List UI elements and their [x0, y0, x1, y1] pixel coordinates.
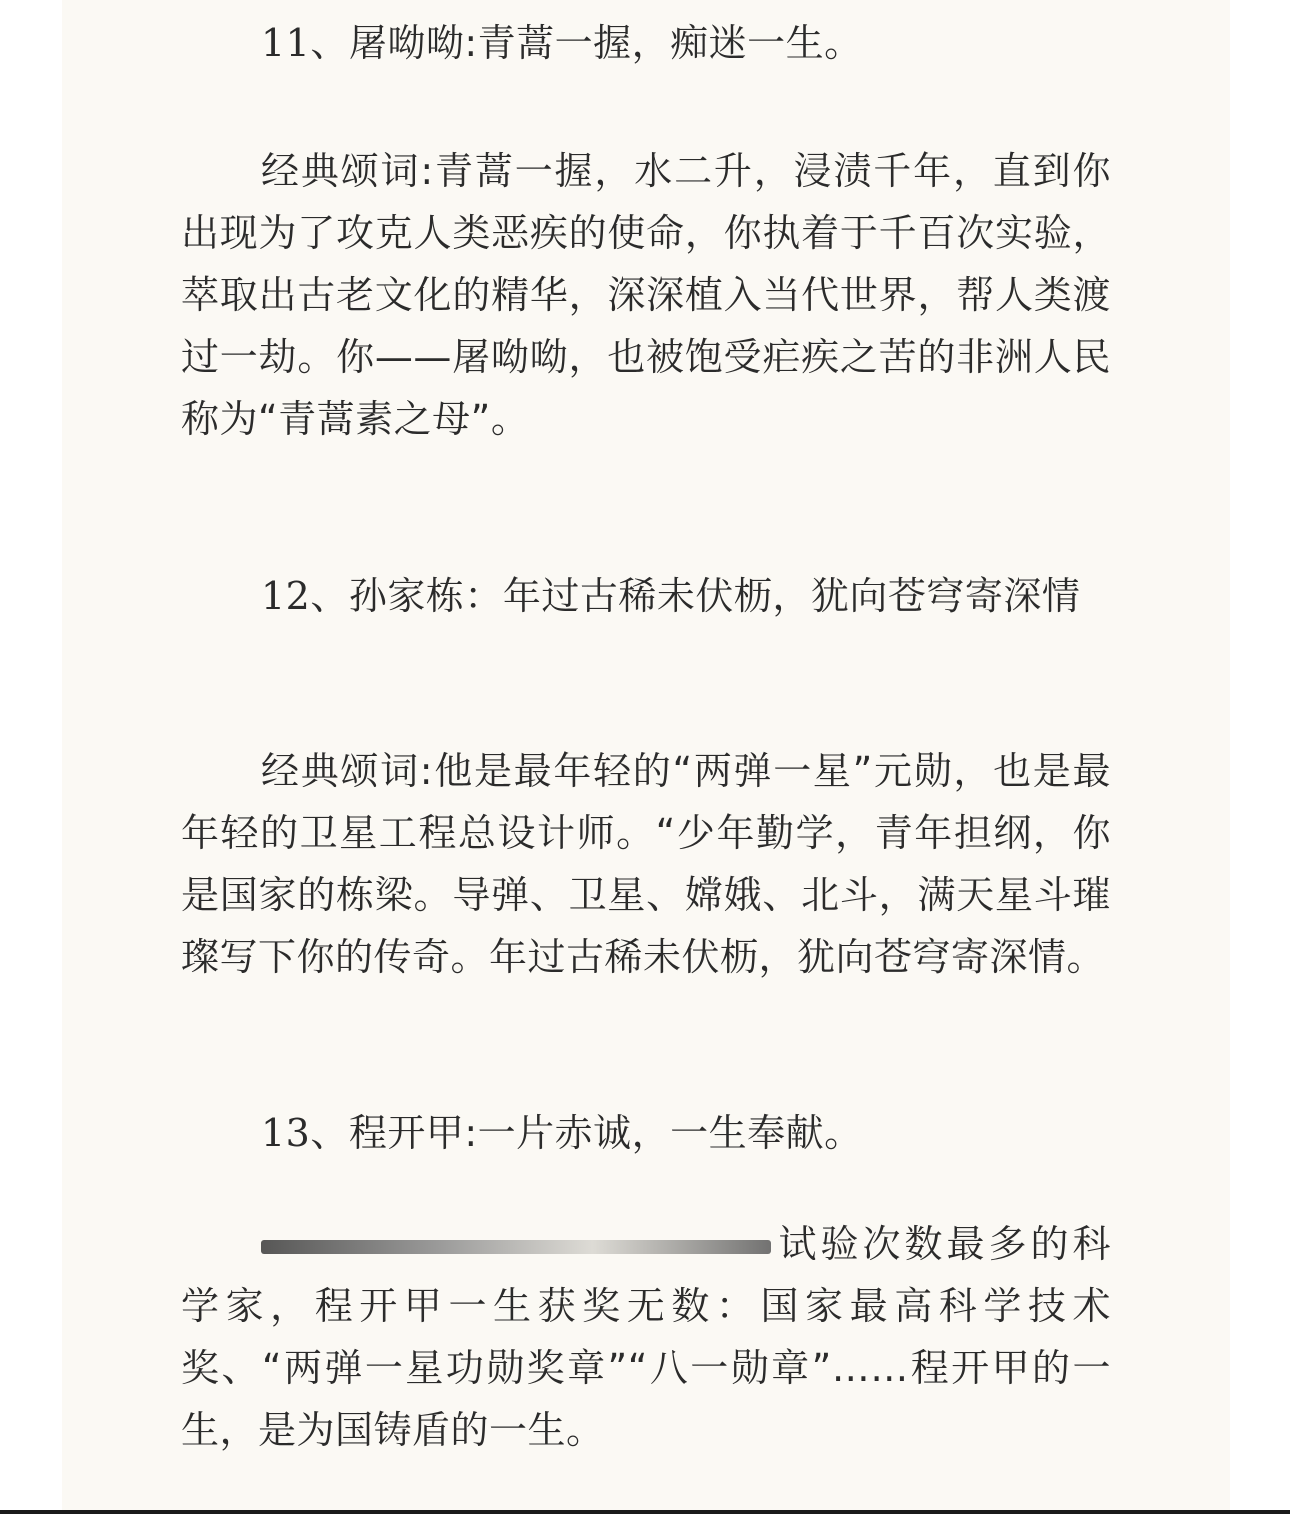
- section-number: 13: [261, 1111, 311, 1155]
- section-13-heading: [181, 1102, 1111, 1164]
- redacted-text-blur: [261, 1240, 771, 1254]
- section-11-body: [181, 140, 1111, 450]
- section-title: 、程开甲:一片赤诚，一生奉献。: [310, 1111, 863, 1155]
- section-13-body: [181, 1213, 1111, 1461]
- section-12-heading: [181, 565, 1111, 627]
- section-number: 12: [261, 574, 311, 618]
- paragraph-text: 试验次数最多的科学家，程开甲一生获奖无数：国家最高科学技术奖、“两弹一星功勋奖章”“八一勋章”……程开甲的一生，是为国铸盾的一生。: [181, 1222, 1111, 1452]
- section-12-body: [181, 740, 1111, 988]
- paragraph-text: 经典颂词:他是最年轻的“两弹一星”元勋，也是最年轻的卫星工程总设计师。“少年勤学，青年担纲，你是国家的栋梁。导弹、卫星、嫦娥、北斗，满天星斗璀璨写下你的传奇。年过古稀未伏枥，犹向苍穹寄深情。: [181, 749, 1111, 979]
- section-number: 11: [261, 21, 311, 65]
- section-11-heading: [181, 12, 1111, 74]
- bottom-divider: [0, 1510, 1290, 1514]
- section-title: 、屠呦呦:青蒿一握，痴迷一生。: [310, 21, 863, 65]
- section-title: 、孙家栋：年过古稀未伏枥，犹向苍穹寄深情: [310, 574, 1081, 618]
- paragraph-text: 经典颂词:青蒿一握，水二升，浸渍千年，直到你出现为了攻克人类恶疾的使命，你执着于千百次实验，萃取出古老文化的精华，深深植入当代世界，帮人类渡过一劫。你——屠呦呦，也被饱受疟疾之苦的非洲人民称为“青蒿素之母”。: [181, 149, 1111, 441]
